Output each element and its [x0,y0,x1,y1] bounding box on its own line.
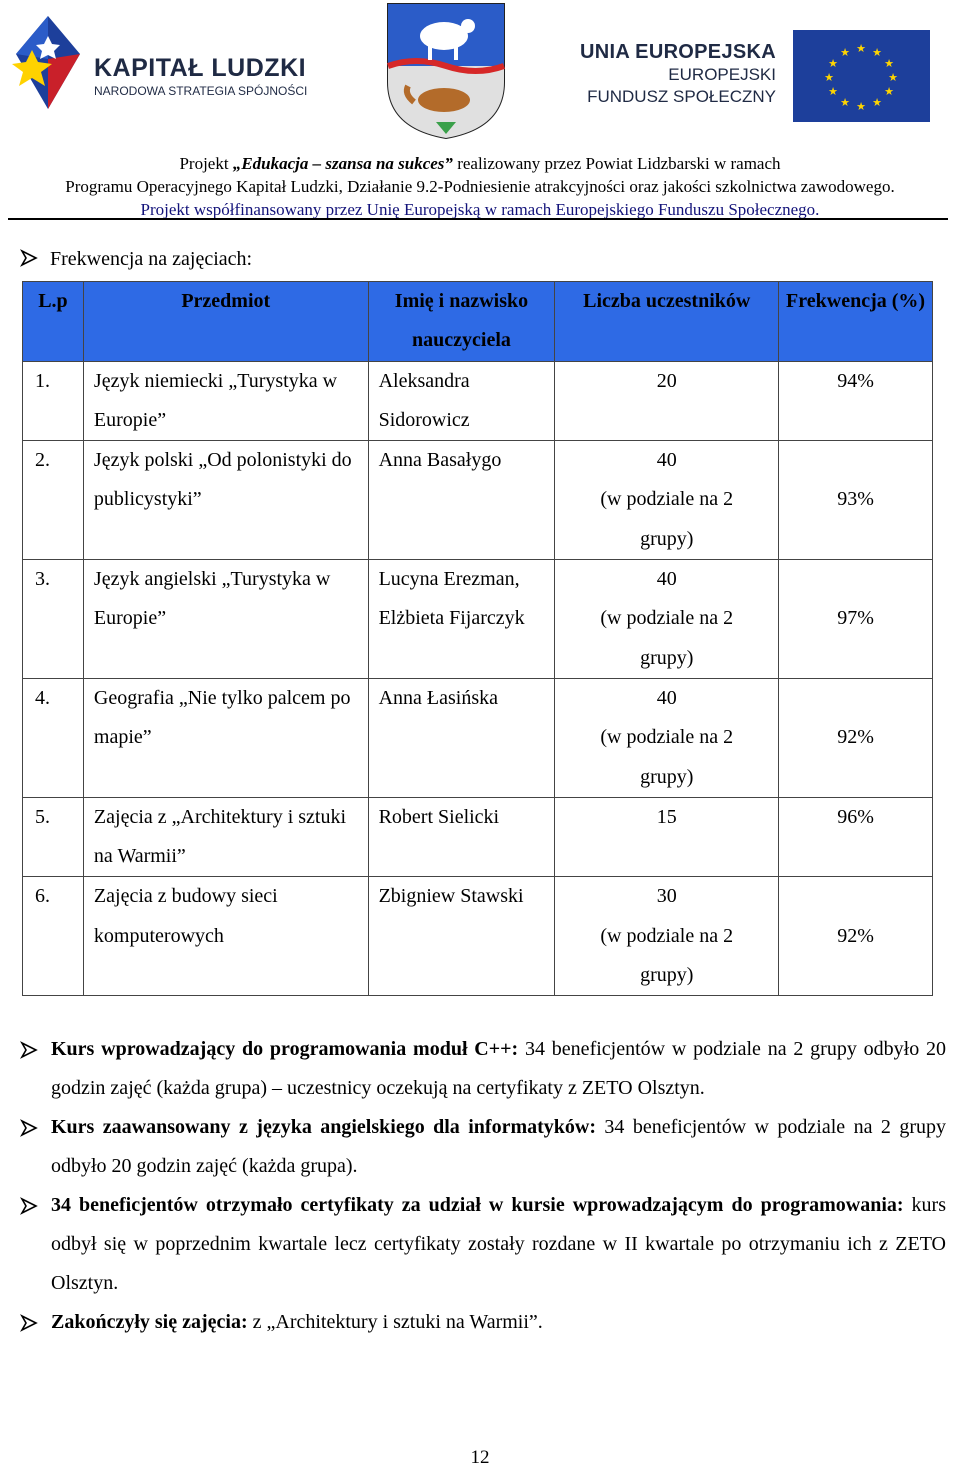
coat-of-arms-icon [386,2,506,140]
kapital-ludzki-subtitle: NARODOWA STRATEGIA SPÓJNOŚCI [94,84,308,98]
project-name: „Edukacja – szansa na sukces” [232,154,453,173]
row-subject: Zajęcia z budowy sieci komputerowych [83,877,368,996]
row-count: 40 (w podziale na 2 grupy) [555,678,779,797]
table-row [23,797,933,877]
svg-text:★: ★ [872,46,882,59]
project-line-3: Projekt współfinansowany przez Unię Europejską w ramach Europejskiego Funduszu Społecznego. [140,200,820,219]
svg-text:★: ★ [840,96,850,109]
svg-text:★: ★ [884,85,894,98]
header-logos [0,0,960,150]
eu-line-2: EUROPEJSKI [668,65,776,84]
row-teacher: Aleksandra Sidorowicz [368,361,555,441]
row-count: 15 [555,797,779,877]
arrow-bullet-icon [20,1197,38,1215]
svg-text:★: ★ [840,46,850,59]
project-line-2: Programu Operacyjnego Kapitał Ludzki, Działanie 9.2-Podniesienie atrakcyjności oraz jakości szkolnictwa zawodowego. [65,177,895,196]
table-header-row [23,282,933,362]
row-count: 20 [555,361,779,441]
svg-text:★: ★ [856,42,866,55]
kapital-ludzki-logo [8,14,308,124]
svg-text:★: ★ [856,100,866,113]
row-subject: Geografia „Nie tylko palcem po mapie” [83,678,368,797]
row-attendance: 94% [779,361,933,441]
table-row [23,877,933,996]
kapital-ludzki-emblem-icon [8,14,88,114]
row-subject: Język polski „Od polonistyki do publicystyki” [83,441,368,560]
svg-text:★: ★ [828,85,838,98]
row-lp: 3. [23,560,84,679]
paragraph-item: Kurs wprowadzający do programowania moduł C++: 34 beneficjentów w podziale na 2 grupy odbyło 20 godzin zajęć (każda grupa) – uczestnicy oczekują na certyfikaty z ZETO Olsztyn. [20,1030,946,1108]
row-lp: 5. [23,797,84,877]
project-info [0,152,960,221]
row-attendance: 96% [779,797,933,877]
svg-text:★: ★ [872,96,882,109]
row-attendance: 93% [779,441,933,560]
section-title: Frekwencja na zajęciach: [20,248,252,271]
svg-text:★: ★ [884,57,894,70]
table-row [23,560,933,679]
eu-line-1: UNIA EUROPEJSKA [579,41,776,63]
arrow-bullet-icon [20,1119,38,1137]
row-lp: 1. [23,361,84,441]
row-count: 40 (w podziale na 2 grupy) [555,441,779,560]
kapital-ludzki-title: KAPITAŁ LUDZKI [94,54,307,82]
arrow-bullet-icon [20,249,38,267]
attendance-table [22,281,933,996]
header-teacher: Imię i nazwisko nauczyciela [368,282,555,362]
row-count: 30 (w podziale na 2 grupy) [555,877,779,996]
paragraph-item: Kurs zaawansowany z języka angielskiego dla informatyków: 34 beneficjentów w podziale na 2 grupy odbyło 20 godzin zajęć (każda grupa). [20,1108,946,1186]
row-teacher: Robert Sielicki [368,797,555,877]
header-subject: Przedmiot [83,282,368,362]
paragraph-item: Zakończyły się zajęcia: z „Architektury i sztuki na Warmii”. [20,1303,946,1342]
row-attendance: 92% [779,877,933,996]
summary-paragraphs [20,1030,946,1342]
eu-fund-text [580,40,776,108]
row-attendance: 92% [779,678,933,797]
row-subject: Zajęcia z „Architektury i sztuki na Warmii” [83,797,368,877]
table-row [23,441,933,560]
row-subject: Język niemiecki „Turystyka w Europie” [83,361,368,441]
page-number: 12 [470,1447,490,1468]
table-row [23,678,933,797]
project-line-1: Projekt „Edukacja – szansa na sukces” realizowany przez Powiat Lidzbarski w ramach [179,154,781,173]
row-teacher: Lucyna Erezman, Elżbieta Fijarczyk [368,560,555,679]
row-subject: Język angielski „Turystyka w Europie” [83,560,368,679]
header-lp: L.p [23,282,84,362]
table-row [23,361,933,441]
row-teacher: Zbigniew Stawski [368,877,555,996]
svg-text:★: ★ [828,57,838,70]
svg-text:★: ★ [888,71,898,84]
row-attendance: 97% [779,560,933,679]
eu-line-3: FUNDUSZ SPOŁECZNY [587,87,776,106]
header-participants: Liczba uczestników [555,282,779,362]
row-teacher: Anna Łasińska [368,678,555,797]
row-lp: 6. [23,877,84,996]
eu-flag-icon [793,30,930,122]
row-count: 40 (w podziale na 2 grupy) [555,560,779,679]
row-lp: 4. [23,678,84,797]
svg-text:★: ★ [824,71,834,84]
arrow-bullet-icon [20,1314,38,1332]
row-lp: 2. [23,441,84,560]
header-divider [8,218,948,220]
row-teacher: Anna Basałygo [368,441,555,560]
header-attendance: Frekwencja (%) [779,282,933,362]
arrow-bullet-icon [20,1041,38,1059]
paragraph-item: 34 beneficjentów otrzymało certyfikaty za udział w kursie wprowadzającym do programowania: kurs odbył się w poprzednim kwartale lecz certyfikaty zostały rozdane w II kwartale po otrzymaniu ich z ZETO Olsztyn. [20,1186,946,1303]
